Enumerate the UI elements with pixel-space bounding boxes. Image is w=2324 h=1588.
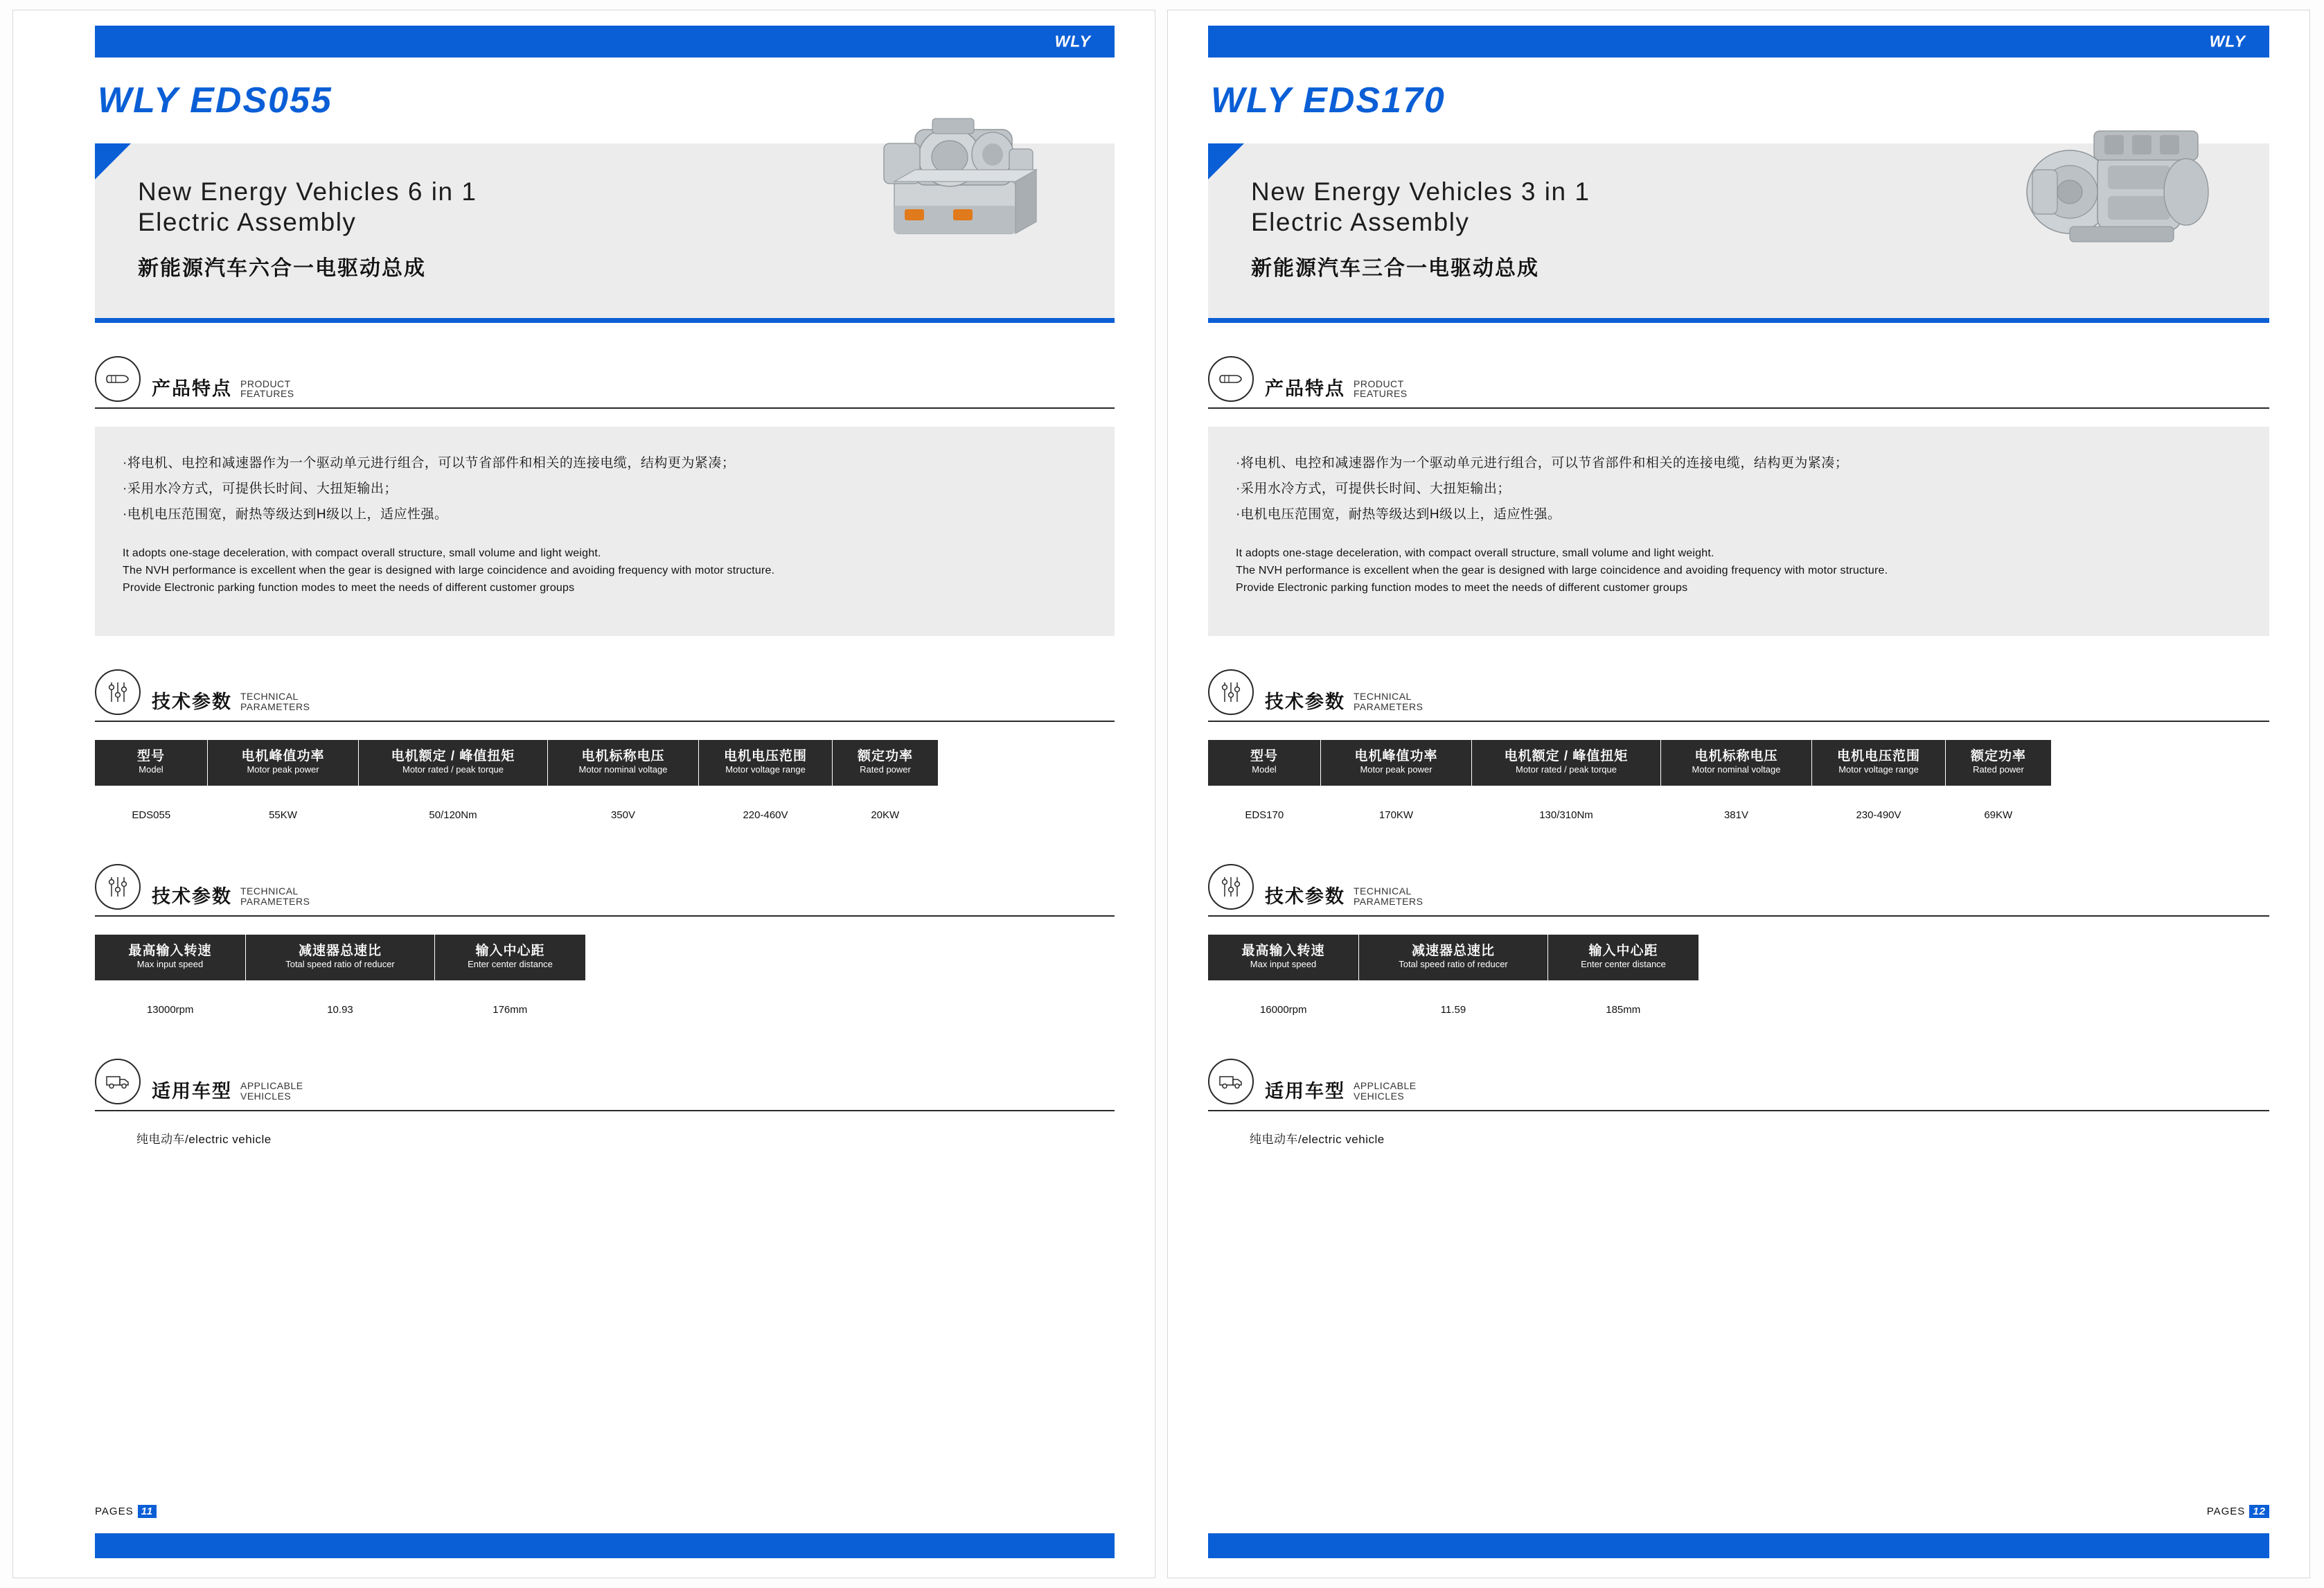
brand-logo: WLY (2209, 32, 2246, 51)
column-header (548, 740, 699, 786)
section-header (1208, 669, 2269, 722)
motor-icon (95, 356, 141, 402)
spec-table-main (1208, 740, 2051, 831)
section-title-en-line2: PARAMETERS (1354, 895, 1423, 907)
column-header (1548, 935, 1699, 980)
feature-bullet-en: Provide Electronic parking function modes to meet the needs of different customer groups (1236, 581, 1688, 594)
table-header-row (1208, 935, 1698, 980)
column-header (246, 935, 435, 980)
parameters-icon (95, 669, 141, 715)
column-header-en: Model (139, 764, 163, 775)
bottom-blue-bar (1208, 1533, 2269, 1558)
section-title-en-line2: PARAMETERS (240, 700, 310, 712)
column-header-en: Motor rated / peak torque (402, 764, 504, 775)
column-header-cn: 输入中心距 (475, 943, 545, 958)
hero-text (138, 177, 477, 281)
table-row (95, 980, 585, 1025)
section-title-en (1354, 691, 1423, 714)
motor-icon (1208, 356, 1254, 402)
column-header-cn: 电机额定 / 峰值扭矩 (391, 748, 515, 764)
table-cell: 13000rpm (146, 1003, 194, 1016)
section-title-en (1354, 886, 1423, 909)
section-title-cn: 技术参数 (1265, 885, 1345, 907)
page-left-content (95, 80, 1115, 1515)
section-title-en-line2: PARAMETERS (1354, 700, 1423, 712)
section-applicable-vehicles (1208, 1059, 2269, 1147)
hero-line-1: New Energy Vehicles 3 in 1 (1251, 177, 1590, 206)
page-number-right (2207, 1505, 2269, 1518)
column-header-cn: 电机电压范围 (723, 748, 807, 764)
hero-rule (1208, 318, 2269, 323)
section-product-features (95, 356, 1115, 636)
column-header-en: Max input speed (1250, 959, 1317, 970)
section-technical-parameters-2 (1208, 864, 2269, 1025)
feature-bullet-cn: ·电机电压范围宽，耐热等级达到H级以上，适应性强。 (123, 507, 448, 522)
column-header (359, 740, 548, 786)
column-header-en: Motor peak power (247, 764, 319, 775)
applicable-vehicle-text: 纯电动车/electric vehicle (136, 1132, 272, 1146)
parameters-icon (95, 864, 141, 910)
column-header-en: Motor rated / peak torque (1516, 764, 1617, 775)
table-cell: 381V (1723, 809, 1749, 821)
column-header (1321, 740, 1472, 786)
section-title-en-line2: FEATURES (240, 388, 294, 400)
feature-bullet-cn: ·将电机、电控和减速器作为一个驱动单元进行组合，可以节省部件和相关的连接电缆，结构更为紧凑； (123, 456, 736, 470)
table-cell: 185mm (1606, 1003, 1641, 1016)
column-header-en: Total speed ratio of reducer (1399, 959, 1508, 970)
table-cell: 10.93 (327, 1003, 353, 1016)
column-header (1359, 935, 1548, 980)
column-header-en: Enter center distance (468, 959, 553, 970)
section-title-en-line2: FEATURES (1354, 388, 1408, 400)
spec-table-secondary (1208, 935, 1698, 1025)
section-title-en-line1: TECHNICAL (240, 691, 299, 703)
feature-bullet-cn: ·采用水冷方式，可提供长时间、大扭矩输出； (123, 482, 398, 497)
column-header-en: Motor peak power (1360, 764, 1432, 775)
top-blue-bar (1208, 26, 2269, 58)
hero-corner-accent (95, 143, 131, 179)
column-header-cn: 最高输入转速 (1241, 943, 1325, 958)
table-cell: 230-490V (1856, 809, 1901, 821)
section-title-cn: 技术参数 (152, 691, 232, 712)
section-title-en-line2: PARAMETERS (240, 895, 310, 907)
features-box (95, 427, 1115, 636)
page-right (1167, 10, 2310, 1578)
column-header (1472, 740, 1661, 786)
section-applicable-vehicles (95, 1059, 1115, 1147)
page-label: PAGES (95, 1506, 134, 1517)
truck-icon (1208, 1059, 1254, 1104)
hero-band (1208, 143, 2269, 318)
table-cell: EDS055 (132, 809, 171, 821)
section-title-en-line1: TECHNICAL (1354, 691, 1412, 703)
section-title-en (240, 1081, 303, 1104)
parameters-icon (1208, 864, 1254, 910)
column-header (1812, 740, 1946, 786)
hero-line-1: New Energy Vehicles 6 in 1 (138, 177, 477, 206)
table-header-row (1208, 740, 2051, 786)
column-header (435, 935, 586, 980)
column-header-en: Motor nominal voltage (578, 764, 668, 775)
section-title-en-line1: PRODUCT (240, 378, 291, 389)
feature-bullet-en: Provide Electronic parking function modes to meet the needs of different customer groups (123, 581, 575, 594)
column-header-cn: 型号 (1250, 748, 1278, 764)
feature-bullet-en: It adopts one-stage deceleration, with compact overall structure, small volume and light weight. (123, 547, 601, 560)
hero-chinese: 新能源汽车六合一电驱动总成 (138, 257, 426, 281)
hero-text (1251, 177, 1590, 281)
table-cell: 170KW (1378, 809, 1414, 821)
section-title-cn: 适用车型 (152, 1080, 232, 1102)
table-cell: 220-460V (743, 809, 788, 821)
column-header (1208, 935, 1359, 980)
bottom-blue-bar (95, 1533, 1115, 1558)
table-cell: 16000rpm (1259, 1003, 1307, 1016)
column-header-cn: 型号 (136, 748, 165, 764)
section-title-en-line2: VEHICLES (1354, 1090, 1405, 1102)
table-header-row (95, 935, 585, 980)
truck-icon (95, 1059, 141, 1104)
table-header-row (95, 740, 938, 786)
column-header-cn: 电机电压范围 (1836, 748, 1920, 764)
table-cell: 11.59 (1440, 1003, 1466, 1016)
table-cell: 130/310Nm (1539, 809, 1593, 821)
column-header (1946, 740, 2052, 786)
section-title-cn: 技术参数 (152, 885, 232, 907)
section-technical-parameters-1 (1208, 669, 2269, 831)
section-header (1208, 1059, 2269, 1111)
section-title-en-line1: TECHNICAL (1354, 885, 1412, 897)
table-cell: 20KW (871, 809, 900, 821)
section-title-en (1354, 379, 1408, 402)
section-header (95, 356, 1115, 409)
section-title-en (240, 379, 294, 402)
section-technical-parameters-1 (95, 669, 1115, 831)
parameters-icon (1208, 669, 1254, 715)
section-header (1208, 864, 2269, 917)
electric-assembly-3in1-photo (1966, 88, 2257, 296)
column-header-cn: 电机标称电压 (581, 748, 665, 764)
column-header-en: Model (1252, 764, 1277, 775)
section-header (95, 1059, 1115, 1111)
section-title-en (1354, 1081, 1417, 1104)
hero-band (95, 143, 1115, 318)
table-row (1208, 980, 1698, 1025)
page-title: WLY EDS170 (1211, 80, 1446, 121)
column-header-cn: 额定功率 (857, 748, 913, 764)
section-product-features (1208, 356, 2269, 636)
column-header-cn: 电机额定 / 峰值扭矩 (1504, 748, 1629, 764)
feature-bullet-cn: ·采用水冷方式，可提供长时间、大扭矩输出； (1236, 482, 1511, 497)
page-right-content (1208, 80, 2269, 1515)
hero-line-2: Electric Assembly (1251, 207, 1470, 236)
column-header-en: Max input speed (136, 959, 204, 970)
column-header-cn: 额定功率 (1970, 748, 2026, 764)
section-title-en-line1: APPLICABLE (240, 1080, 303, 1092)
page-label: PAGES (2206, 1506, 2246, 1517)
column-header (699, 740, 833, 786)
table-cell: 50/120Nm (429, 809, 477, 821)
table-row (1208, 786, 2051, 831)
section-title-cn: 技术参数 (1265, 691, 1345, 712)
table-row (95, 786, 938, 831)
table-cell: 350V (610, 809, 636, 821)
table-cell: 176mm (493, 1003, 528, 1016)
column-header-en: Motor nominal voltage (1692, 764, 1781, 775)
section-title-en-line1: PRODUCT (1354, 378, 1404, 389)
column-header-cn: 电机峰值功率 (1354, 748, 1438, 764)
table-cell: 55KW (269, 809, 297, 821)
section-technical-parameters-2 (95, 864, 1115, 1025)
section-title-en (240, 886, 310, 909)
feature-bullet-cn: ·将电机、电控和减速器作为一个驱动单元进行组合，可以节省部件和相关的连接电缆，结构更为紧凑； (1236, 456, 1849, 470)
spec-table-secondary (95, 935, 585, 1025)
column-header-en: Rated power (860, 764, 911, 775)
table-cell: 69KW (1984, 809, 2013, 821)
column-header-cn: 减速器总速比 (1411, 943, 1495, 958)
section-title-cn: 产品特点 (1265, 378, 1345, 399)
table-cell: EDS170 (1245, 809, 1284, 821)
section-header (95, 864, 1115, 917)
column-header (95, 740, 208, 786)
feature-bullet-cn: ·电机电压范围宽，耐热等级达到H级以上，适应性强。 (1236, 507, 1561, 522)
page-number-left (95, 1505, 157, 1518)
top-blue-bar (95, 26, 1115, 58)
feature-bullet-en: It adopts one-stage deceleration, with compact overall structure, small volume and light weight. (1236, 547, 1714, 560)
page-number-value: 11 (138, 1505, 157, 1518)
column-header-en: Rated power (1973, 764, 2024, 775)
column-header-cn: 最高输入转速 (128, 943, 212, 958)
column-header (1661, 740, 1812, 786)
column-header-cn: 电机标称电压 (1694, 748, 1778, 764)
hero-line-2: Electric Assembly (138, 207, 357, 236)
applicable-vehicle-text: 纯电动车/electric vehicle (1250, 1132, 1385, 1146)
spec-table-main (95, 740, 938, 831)
column-header (833, 740, 939, 786)
section-title-en-line1: TECHNICAL (240, 885, 299, 897)
column-header-cn: 输入中心距 (1588, 943, 1658, 958)
features-box (1208, 427, 2269, 636)
hero-chinese: 新能源汽车三合一电驱动总成 (1251, 257, 1539, 281)
column-header (1208, 740, 1321, 786)
section-title-en (240, 691, 310, 714)
electric-assembly-6in1-photo (811, 88, 1102, 296)
section-title-cn: 适用车型 (1265, 1080, 1345, 1102)
hero-rule (95, 318, 1115, 323)
section-header (95, 669, 1115, 722)
column-header-cn: 电机峰值功率 (241, 748, 325, 764)
column-header (95, 935, 246, 980)
column-header-en: Enter center distance (1581, 959, 1666, 970)
column-header-en: Motor voltage range (725, 764, 806, 775)
column-header-en: Total speed ratio of reducer (285, 959, 395, 970)
section-title-cn: 产品特点 (152, 378, 232, 399)
section-header (1208, 356, 2269, 409)
page-title: WLY EDS055 (98, 80, 332, 121)
column-header-cn: 减速器总速比 (298, 943, 382, 958)
page-number-value: 12 (2249, 1505, 2269, 1518)
section-title-en-line1: APPLICABLE (1354, 1080, 1417, 1092)
page-left (12, 10, 1155, 1578)
feature-bullet-en: The NVH performance is excellent when the gear is designed with large coincidence and avoiding frequency with motor structure. (1236, 564, 1888, 576)
brand-logo: WLY (1054, 32, 1091, 51)
column-header (208, 740, 359, 786)
column-header-en: Motor voltage range (1838, 764, 1919, 775)
feature-bullet-en: The NVH performance is excellent when the gear is designed with large coincidence and avoiding frequency with motor structure. (123, 564, 775, 576)
hero-corner-accent (1208, 143, 1244, 179)
section-title-en-line2: VEHICLES (240, 1090, 292, 1102)
